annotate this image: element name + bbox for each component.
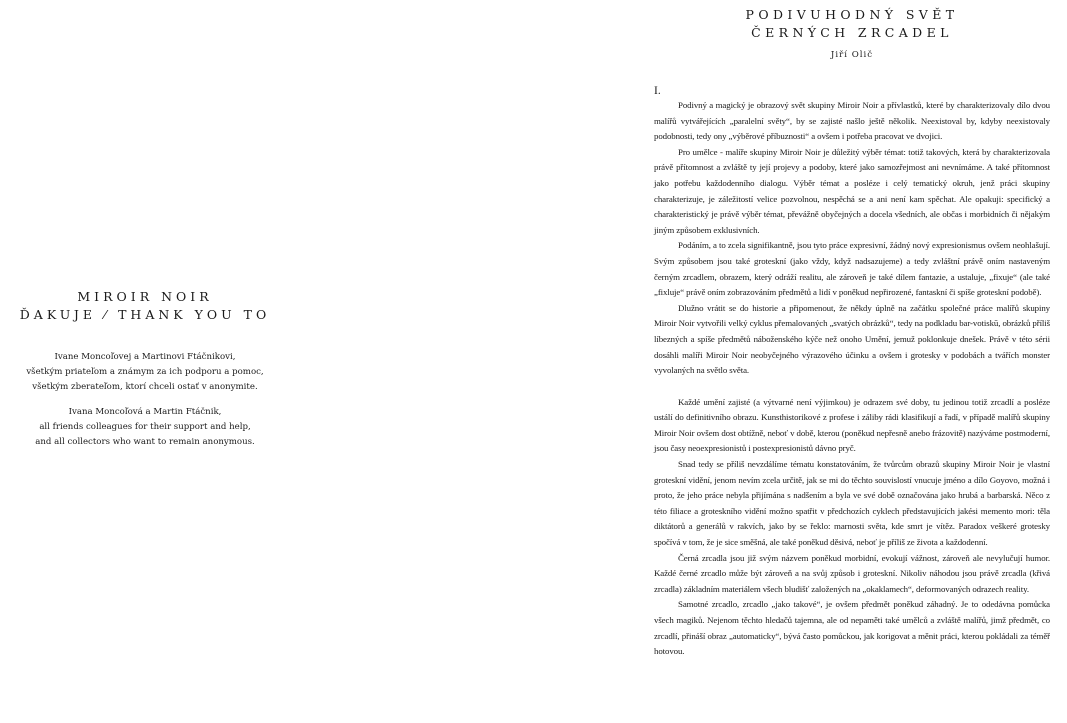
thanks-heading: ĎAKUJE ⁄ THANK YOU TO bbox=[19, 307, 271, 322]
article-title-line: PODIVUHODNÝ SVĚT bbox=[745, 7, 959, 22]
paragraph: Pro umělce - malíře skupiny Miroir Noir je důležitý výběr témat: totiž takových, která by charakterizovala právě přítomnost a zvláště ty její projevy a podoby, které jako samozřejmost ani nevnímáme. A také přítomnost jako potřebu každodenního dialogu. Výběr témat a posléze i celý tematický okruh, jenž práci skupiny charakterizuje, je záležitostí velice pozvolnou, nespěchá se a ani není kam spěchat. Ale opakuji: specifický a charakteristický je právě výběr témat, převážně obyčejných a docela všedních, ale občas i morbidních či nějakým jiným způsobem exklusivních. bbox=[654, 146, 1050, 235]
paragraph-spacer bbox=[654, 379, 1050, 395]
paragraph: Podáním, a to zcela signifikantně, jsou tyto práce expresivní, žádný nový expresionismus ovšem neohlašují. Svým způsobem jsou také groteskní (jako vždy, když nadsazujeme) a tedy zvláštní právě oním nastaveným černým zrcadlem, obrazem, který odráží realitu, ale zároveň je také dílem fantazie, a ustaluje, „fixuje“ (ale také „fixluje“ právě oním zobrazováním předmětů a lidí v poněkud nepřirozené, fantaskní či spíše groteskní podobě). bbox=[654, 240, 1050, 298]
thanks-english-block bbox=[0, 405, 290, 450]
thanks-line: and all collectors who want to remain anonymous. bbox=[35, 437, 255, 447]
group-title: MIROIR NOIR bbox=[77, 289, 213, 304]
thanks-line: všetkým zberateľom, ktorí chceli ostať v anonymite. bbox=[32, 382, 258, 392]
thanks-slovak-block bbox=[0, 350, 290, 395]
thanks-line: všetkým priateľom a známym za ich podporu a pomoc, bbox=[26, 367, 264, 377]
thanks-line: all friends colleagues for their support and help, bbox=[39, 422, 251, 432]
thanks-line: Ivane Moncoľovej a Martinovi Ftáčnikovi, bbox=[54, 352, 236, 362]
left-page bbox=[0, 0, 290, 723]
paragraph: Každé umění zajisté (a výtvarné není výjimkou) je odrazem své doby, tu jedinou totiž zrcadlí a posléze ustálí do definitivního obrazu. Kunsthistorikové z profese i záliby rádi klasifikují a řadí, v případě malířů skupiny Miroir Noir ovšem dost obtížně, neboť v době, kterou (poněkud nepřesně anebo frázovitě) nazýváme postmoderní, jsou časy neoexpresionistů i postexpresionistů dávno pryč. bbox=[654, 396, 1050, 454]
article-author: Jiří Olič bbox=[830, 50, 874, 60]
right-page bbox=[650, 0, 1052, 723]
section-number: I. bbox=[654, 85, 661, 97]
article-body bbox=[654, 98, 1050, 660]
paragraph: Dlužno vrátit se do historie a připomenout, že někdy úplně na začátku společné práce malířů skupiny Miroir Noir vytvořili velký cyklus přemalovaných „svatých obrázků“, tedy na podkladu bar-votiskū, obrázků příliš líbezných a spíše předmětů náboženského kýče než onoho Umění, jemuž poklonkuje dnešek. Právě v této sérii dosáhli malíři Miroir Noir neobyčejného výrazového účinku a ovšem i grotesky v podobách a tvářích monster vyvolaných na světlo světa. bbox=[654, 302, 1050, 376]
article-title bbox=[702, 6, 1002, 42]
paragraph: Snad tedy se příliš nevzdálíme tématu konstatováním, že tvůrcům obrazů skupiny Miroir Noir je vlastní groteskní vidění, jenom nevím zcela určitě, jak se mi do těchto souvislostí vnucuje jméno a dílo Goyovo, možná i proto, že jeho práce nebyla přijímána s nadšením a byla ve své době označována jako hrubá a barbarská. Něco z této filiace a groteskního vidění možno spatřit v předchozích cyklech představujících jakési memento mori: těla diktátorů a generálů v rakvích, jako by se řeklo: marnosti světa, kde smrt je vítěz. Paradox veškeré grotesky spočívá v tom, že je sice směšná, ale také poněkud děsivá, neboť je příliš ze života a každodenní. bbox=[654, 459, 1050, 548]
paragraph: Černá zrcadla jsou již svým názvem poněkud morbidní, evokují vážnost, zároveň ale nevylučují humor. Každé černé zrcadlo může být zároveň a na svůj způsob i groteskní. Nikoliv náhodou jsou právě zrcadla (křivá zrcadla) základním materiálem všech bludišť založených na „okaklamech“, deformovaných odrazech reality. bbox=[654, 552, 1050, 594]
article-title-line: ČERNÝCH ZRCADEL bbox=[751, 25, 953, 40]
thanks-line: Ivana Moncoľová a Martin Ftáčnik, bbox=[68, 407, 222, 417]
paragraph: Podivný a magický je obrazový svět skupiny Miroir Noir a přívlastků, které by charakterizovaly dílo dvou malířů vytvářejících „paralelní světy“, by se zajisté našlo ještě několik. Neexistoval by, kdyby neexistovaly podobnosti, tedy ony „výběrové příbuznosti“ a ovšem i potřeba pracovat ve dvojici. bbox=[654, 100, 1050, 142]
paragraph: Samotné zrcadlo, zrcadlo „jako takové“, je ovšem předmět poněkud záhadný. Je to odedávna pomůcka všech magiků. Nejenom těchto hledačů tajemna, ale od nepaměti také umělců a zvláště malířů, jimž předmět, co zrcadlí, přináší obraz „automaticky“, bývá často pomůckou, jak korigovat a měnit práci, kterou pokládali za téměř hotovou. bbox=[654, 599, 1050, 657]
